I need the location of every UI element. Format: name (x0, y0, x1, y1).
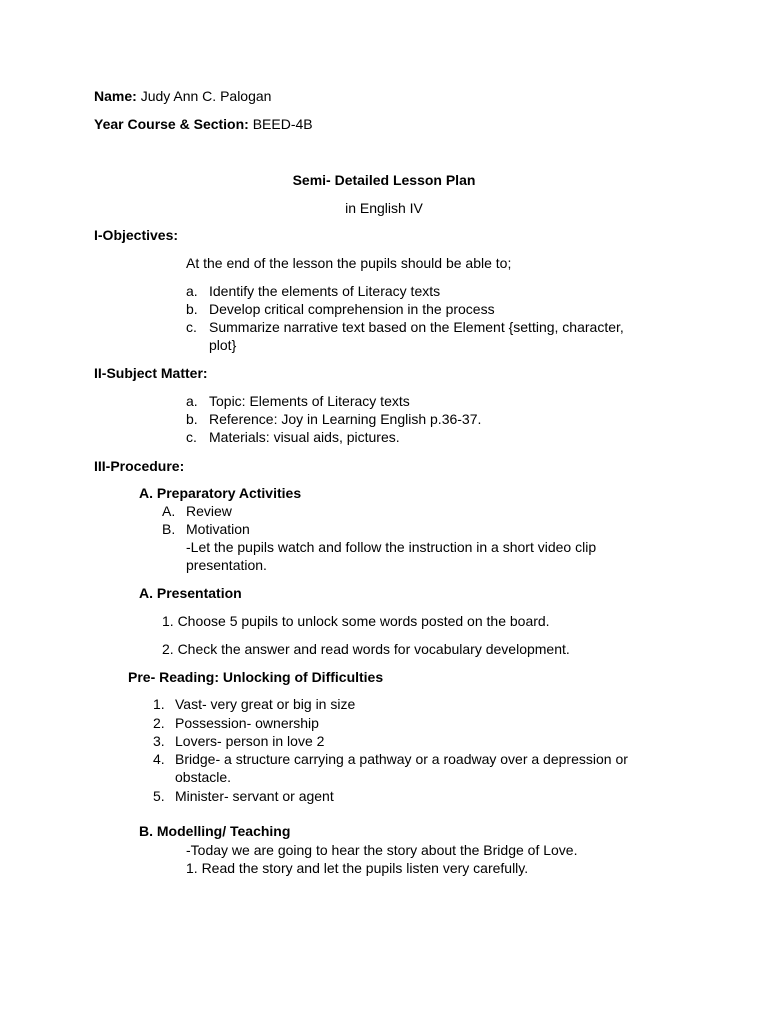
preparatory-note: -Let the pupils watch and follow the instruction in a short video clip (186, 539, 597, 555)
section-value: BEED-4B (252, 116, 313, 132)
name-value: Judy Ann C. Palogan (140, 88, 272, 104)
vocab-item-continuation: obstacle. (175, 769, 232, 785)
preparatory-item: Review (186, 503, 232, 519)
plan-title: Semi- Detailed Lesson Plan (292, 172, 476, 188)
name-label: Name: (94, 88, 137, 104)
name-row (94, 87, 271, 105)
subject-marker: c. (186, 429, 197, 445)
objective-item-continuation: plot} (209, 337, 237, 353)
subject-marker: b. (186, 411, 198, 427)
procedure-heading: III-Procedure: (94, 458, 185, 474)
preparatory-item: Motivation (186, 521, 250, 537)
vocab-item: Bridge- a structure carrying a pathway or a roadway over a depression or (175, 751, 628, 767)
subject-item: Topic: Elements of Literacy texts (209, 393, 410, 409)
preparatory-heading: A. Preparatory Activities (139, 485, 302, 501)
objective-item: Summarize narrative text based on the Element {setting, character, (209, 319, 624, 335)
vocab-item: Lovers- person in love 2 (175, 733, 325, 749)
presentation-item: 1. Choose 5 pupils to unlock some words posted on the board. (162, 613, 550, 629)
section-row (94, 115, 313, 133)
vocab-marker: 1. (153, 696, 165, 712)
presentation-heading: A. Presentation (139, 585, 242, 601)
modelling-heading: B. Modelling/ Teaching (139, 823, 291, 839)
objective-marker: a. (186, 283, 198, 299)
preparatory-marker: A. (162, 503, 176, 519)
modelling-line: -Today we are going to hear the story about the Bridge of Love. (186, 842, 578, 858)
vocab-item: Possession- ownership (175, 715, 319, 731)
modelling-line: 1. Read the story and let the pupils listen very carefully. (186, 860, 529, 876)
vocab-item: Minister- servant or agent (175, 788, 334, 804)
objective-item: Develop critical comprehension in the process (209, 301, 495, 317)
presentation-item: 2. Check the answer and read words for vocabulary development. (162, 641, 570, 657)
vocab-marker: 3. (153, 733, 165, 749)
vocab-item: Vast- very great or big in size (175, 696, 356, 712)
vocab-marker: 2. (153, 715, 165, 731)
vocab-marker: 5. (153, 788, 165, 804)
preparatory-note-continuation: presentation. (186, 557, 267, 573)
objective-item: Identify the elements of Literacy texts (209, 283, 441, 299)
preparatory-marker: B. (162, 521, 176, 537)
vocab-marker: 4. (153, 751, 165, 767)
subject-matter-heading: II-Subject Matter: (94, 365, 208, 381)
subject-item: Materials: visual aids, pictures. (209, 429, 400, 445)
pre-reading-heading: Pre- Reading: Unlocking of Difficulties (128, 669, 384, 685)
subject-marker: a. (186, 393, 198, 409)
subject-item: Reference: Joy in Learning English p.36-37. (209, 411, 482, 427)
plan-subtitle: in English IV (345, 200, 423, 216)
objective-marker: b. (186, 301, 198, 317)
objective-marker: c. (186, 319, 197, 335)
objectives-intro: At the end of the lesson the pupils should be able to; (186, 255, 512, 271)
objectives-heading: I-Objectives: (94, 227, 179, 243)
section-label: Year Course & Section: (94, 116, 249, 132)
